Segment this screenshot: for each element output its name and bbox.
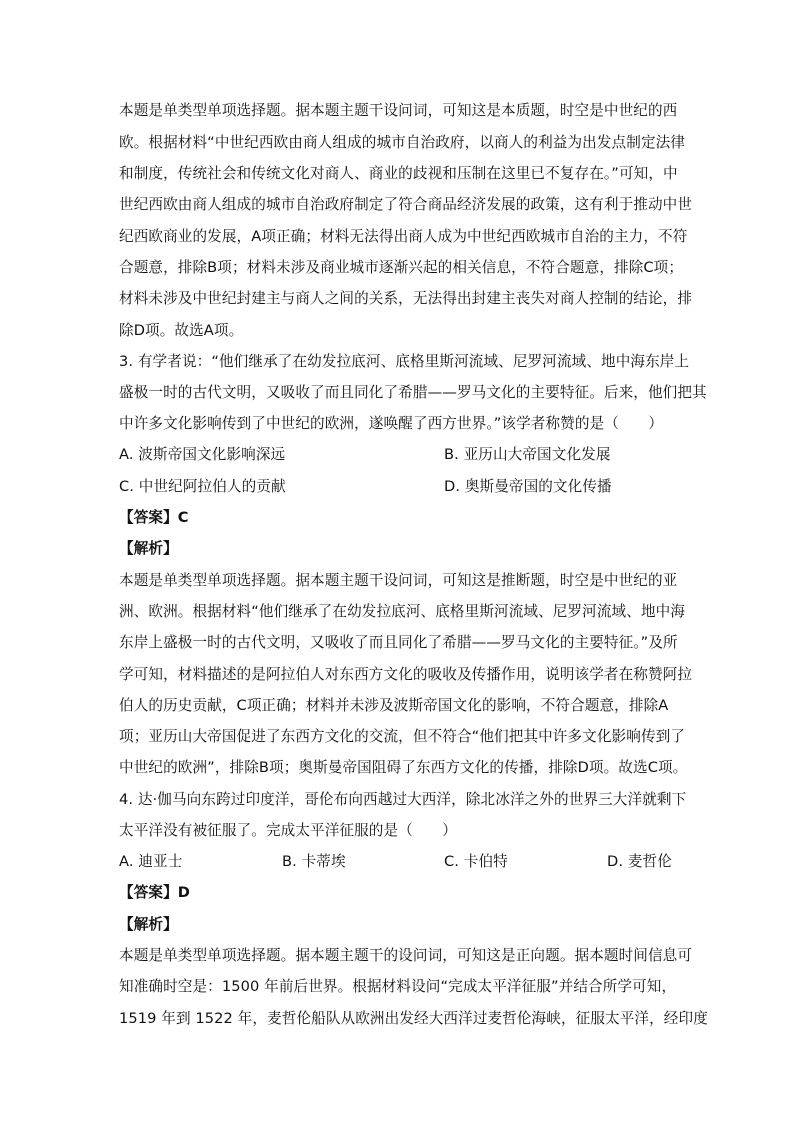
q4-option-d: D. 麦哲伦 xyxy=(607,853,672,870)
q3-analysis-heading: 【解析】 xyxy=(119,540,178,557)
q2-analysis-line-7: 材料未涉及中世纪封建主与商人之间的关系，无法得出封建主丧失对商人控制的结论，排 xyxy=(119,290,693,307)
q3-option-c: C. 中世纪阿拉伯人的贡献 xyxy=(119,478,286,495)
q2-analysis-line-3: 和制度，传统社会和传统文化对商人、商业的歧视和压制在这里已不复存在。”可知，中 xyxy=(119,165,678,182)
q4-stem-line-1: 4. 达·伽马向东跨过印度洋，哥伦布向西越过大西洋，除北冰洋之外的世界三大洋就剩下 xyxy=(119,791,687,808)
q3-answer: 【答案】C xyxy=(119,509,189,526)
q3-analysis-line-1: 本题是单类型单项选择题。据本题主题干设问词，可知这是推断题，时空是中世纪的亚 xyxy=(119,572,678,589)
q3-analysis-line-7: 中世纪的欧洲”，排除B项；奥斯曼帝国阻碍了东西方文化的传播，排除D项。故选C项。 xyxy=(119,759,688,776)
q4-analysis-line-3: 1519 年到 1522 年，麦哲伦船队从欧洲出发经大西洋过麦哲伦海峡，征服太平洋，经印度 xyxy=(119,1010,708,1027)
q3-option-d: D. 奥斯曼帝国的文化传播 xyxy=(444,478,612,495)
q4-analysis-line-2: 知准确时空是：1500 年前后世界。根据材料设问“完成太平洋征服”并结合所学可知， xyxy=(119,978,677,995)
q3-option-b: B. 亚历山大帝国文化发展 xyxy=(444,446,611,463)
q3-analysis-line-2: 洲、欧洲。根据材料“他们继承了在幼发拉底河、底格里斯河流域、尼罗河流域、地中海 xyxy=(119,603,686,620)
q2-analysis-line-2: 欧。根据材料“中世纪西欧由商人组成的城市自治政府，以商人的利益为出发点制定法律 xyxy=(119,134,686,151)
q4-analysis-line-1: 本题是单类型单项选择题。据本题主题干的设问词，可知这是正向题。据本题时间信息可 xyxy=(119,947,693,964)
q4-option-b: B. 卡蒂埃 xyxy=(282,853,346,870)
q2-analysis-line-1: 本题是单类型单项选择题。据本题主题干设问词，可知这是本质题，时空是中世纪的西 xyxy=(119,102,678,119)
q4-option-c: C. 卡伯特 xyxy=(444,853,508,870)
q3-analysis-line-4: 学可知，材料描述的是阿拉伯人对东西方文化的吸收及传播作用，说明该学者在称赞阿拉 xyxy=(119,666,693,683)
q2-analysis-line-4: 世纪西欧由商人组成的城市自治政府制定了符合商品经济发展的政策，这有利于推动中世 xyxy=(119,196,693,213)
q2-analysis-line-5: 纪西欧商业的发展，A项正确；材料无法得出商人成为中世纪西欧城市自治的主力，不符 xyxy=(119,228,688,245)
q2-analysis-line-6: 合题意，排除B项；材料未涉及商业城市逐渐兴起的相关信息，不符合题意，排除C项； xyxy=(119,259,684,276)
q3-analysis-line-3: 东岸上盛极一时的古代文明，又吸收了而且同化了希腊——罗马文化的主要特征。”及所 xyxy=(119,634,678,651)
q3-stem-line-3: 中许多文化影响传到了中世纪的欧洲，遂唤醒了西方世界。”该学者称赞的是（ ） xyxy=(119,415,664,432)
q4-analysis-heading: 【解析】 xyxy=(119,916,178,933)
q3-stem-line-1: 3. 有学者说：“他们继承了在幼发拉底河、底格里斯河流域、尼罗河流域、地中海东岸上 xyxy=(119,353,690,370)
q3-stem-line-2: 盛极一时的古代文明，又吸收了而且同化了希腊——罗马文化的主要特征。后来，他们把其 xyxy=(119,384,707,401)
q3-option-a: A. 波斯帝国文化影响深远 xyxy=(119,446,286,463)
q3-analysis-line-5: 伯人的历史贡献，C项正确；材料并未涉及波斯帝国文化的影响，不符合题意，排除A xyxy=(119,697,669,714)
q3-analysis-line-6: 项；亚历山大帝国促进了东西方文化的交流，但不符合“他们把其中许多文化影响传到了 xyxy=(119,728,686,745)
q4-option-a: A. 迪亚士 xyxy=(119,853,183,870)
q4-stem-line-2: 太平洋没有被征服了。完成太平洋征服的是（ ） xyxy=(119,822,457,839)
q2-analysis-line-8: 除D项。故选A项。 xyxy=(119,322,244,339)
q4-answer: 【答案】D xyxy=(119,884,190,901)
